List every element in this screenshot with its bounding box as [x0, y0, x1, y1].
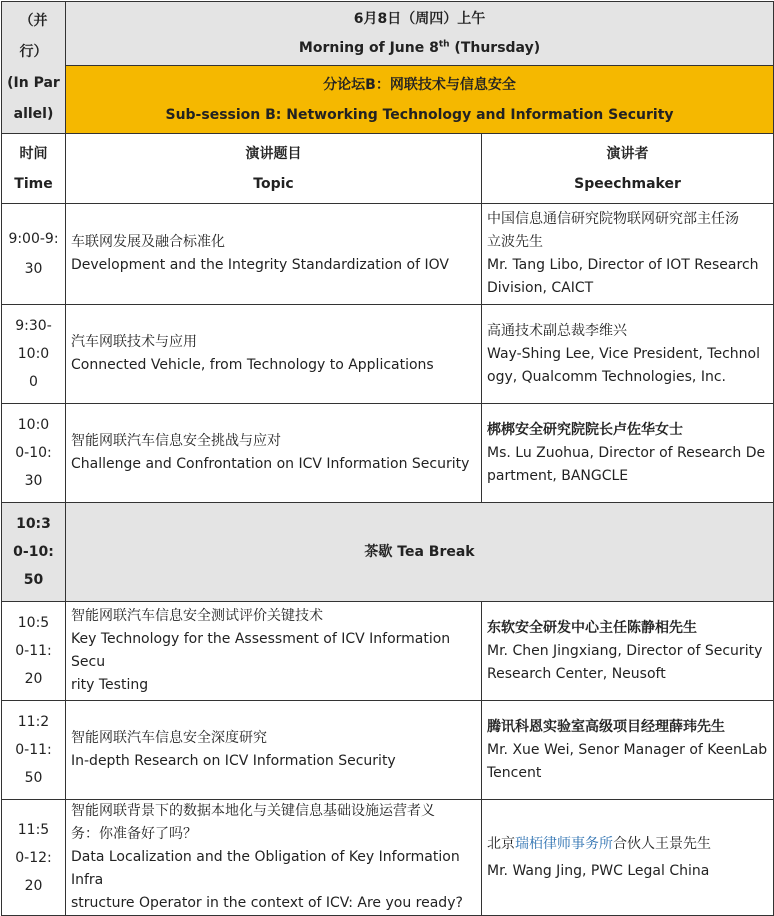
parallel-line: （并 [19, 12, 48, 29]
speaker-en: Way-Shing Lee, Vice President, Technol [487, 345, 760, 362]
speaker-cn: 中国信息通信研究院物联网研究部主任汤 [487, 211, 739, 227]
speaker-en: Mr. Tang Libo, Director of IOT Research [487, 257, 759, 273]
speaker-en: Division, CAICT [487, 280, 594, 296]
agenda-table [1, 1, 774, 916]
topic-cn: 智能网联背景下的数据本地化与关键信息基础设施运营者义 [71, 803, 435, 819]
speaker-en: Mr. Xue Wei, Senor Manager of KeenLab [487, 741, 768, 758]
topic-en: In-depth Research on ICV Information Security [71, 753, 396, 769]
speaker-en: Research Center, Neusoft [487, 665, 666, 682]
col-header-topic: 演讲题目 Topic [66, 134, 482, 204]
tea-break-label: 茶歇 Tea Break [66, 503, 774, 602]
session-cn: 分论坛B：网联技术与信息安全 [323, 76, 516, 93]
topic-en: structure Operator in the context of ICV: Are you ready? [71, 895, 463, 911]
topic-cn: 智能网联汽车信息安全深度研究 [71, 730, 267, 746]
table-row-break [2, 503, 774, 602]
speaker-en: Mr. Wang Jing, PWC Legal China [487, 862, 710, 879]
speaker-cn: 梆梆安全研究院院长卢佐华女士 [487, 421, 683, 438]
topic-cell [66, 404, 482, 503]
time-cell: 10:5 0-11: 20 [2, 602, 66, 701]
speaker-en: Tencent [487, 764, 542, 781]
speaker-cn: 北京瑞栢律师事务所合伙人王景先生 [487, 835, 711, 852]
table-row [2, 204, 774, 305]
speaker-cell [482, 305, 774, 404]
time-cell: 10:3 0-10: 50 [2, 503, 66, 602]
date-en: Morning of June 8th (Thursday) [298, 38, 541, 56]
topic-en: Connected Vehicle, from Technology to Applications [71, 357, 434, 373]
parallel-line: (In Par [7, 74, 60, 91]
parallel-line: 行） [19, 43, 48, 60]
topic-en: Data Localization and the Obligation of Key Information Infra [71, 849, 460, 888]
speaker-en: partment, BANGCLE [487, 467, 629, 484]
speaker-en: Ms. Lu Zuohua, Director of Research De [487, 444, 766, 461]
topic-cn: 智能网联汽车信息安全挑战与应对 [71, 433, 281, 449]
time-cell: 9:30- 10:0 0 [2, 305, 66, 404]
speaker-cn: 东软安全研发中心主任陈静相先生 [487, 619, 697, 636]
table-row [2, 701, 774, 800]
speaker-cell [482, 602, 774, 701]
table-row [2, 404, 774, 503]
topic-en: Challenge and Confrontation on ICV Information Security [71, 456, 470, 472]
topic-cn: 务：你准备好了吗？ [71, 826, 197, 842]
law-firm-link[interactable]: 瑞栢律师事务所 [515, 835, 613, 852]
table-row [2, 305, 774, 404]
topic-cell [66, 800, 482, 916]
time-cell: 9:00-9: 30 [2, 204, 66, 305]
topic-cell [66, 602, 482, 701]
speaker-cn: 立波先生 [487, 234, 543, 250]
date-cn: 6月8日（周四）上午 [353, 10, 486, 27]
topic-en: Development and the Integrity Standardization of IOV [71, 257, 449, 273]
speaker-cn: 腾讯科恩实验室高级项目经理薛玮先生 [487, 718, 725, 735]
topic-cell [66, 701, 482, 800]
table-row [2, 800, 774, 916]
speaker-cell [482, 404, 774, 503]
topic-cn: 智能网联汽车信息安全测试评价关键技术 [71, 608, 323, 624]
session-cell [66, 66, 774, 134]
topic-en: Key Technology for the Assessment of ICV Information Secu [71, 631, 451, 670]
topic-cn: 车联网发展及融合标准化 [71, 234, 225, 250]
speaker-cell [482, 204, 774, 305]
speaker-en: ogy, Qualcomm Technologies, Inc. [487, 368, 726, 385]
col-header-time: 时间 Time [2, 134, 66, 204]
session-en: Sub-session B: Networking Technology and Information Security [165, 106, 674, 123]
time-cell: 11:2 0-11: 50 [2, 701, 66, 800]
time-cell: 11:5 0-12: 20 [2, 800, 66, 916]
speaker-cell [482, 701, 774, 800]
topic-en: rity Testing [71, 677, 149, 693]
parallel-line: allel) [13, 105, 54, 122]
col-header-speaker: 演讲者 Speechmaker [482, 134, 774, 204]
time-cell: 10:0 0-10: 30 [2, 404, 66, 503]
speaker-en: Mr. Chen Jingxiang, Director of Security [487, 642, 763, 659]
speaker-cell [482, 800, 774, 916]
topic-cell [66, 305, 482, 404]
table-row [2, 602, 774, 701]
topic-cell [66, 204, 482, 305]
topic-cn: 汽车网联技术与应用 [71, 334, 197, 350]
parallel-cell [2, 2, 66, 134]
date-cell [66, 2, 774, 66]
speaker-cn: 高通技术副总裁李维兴 [487, 322, 627, 339]
